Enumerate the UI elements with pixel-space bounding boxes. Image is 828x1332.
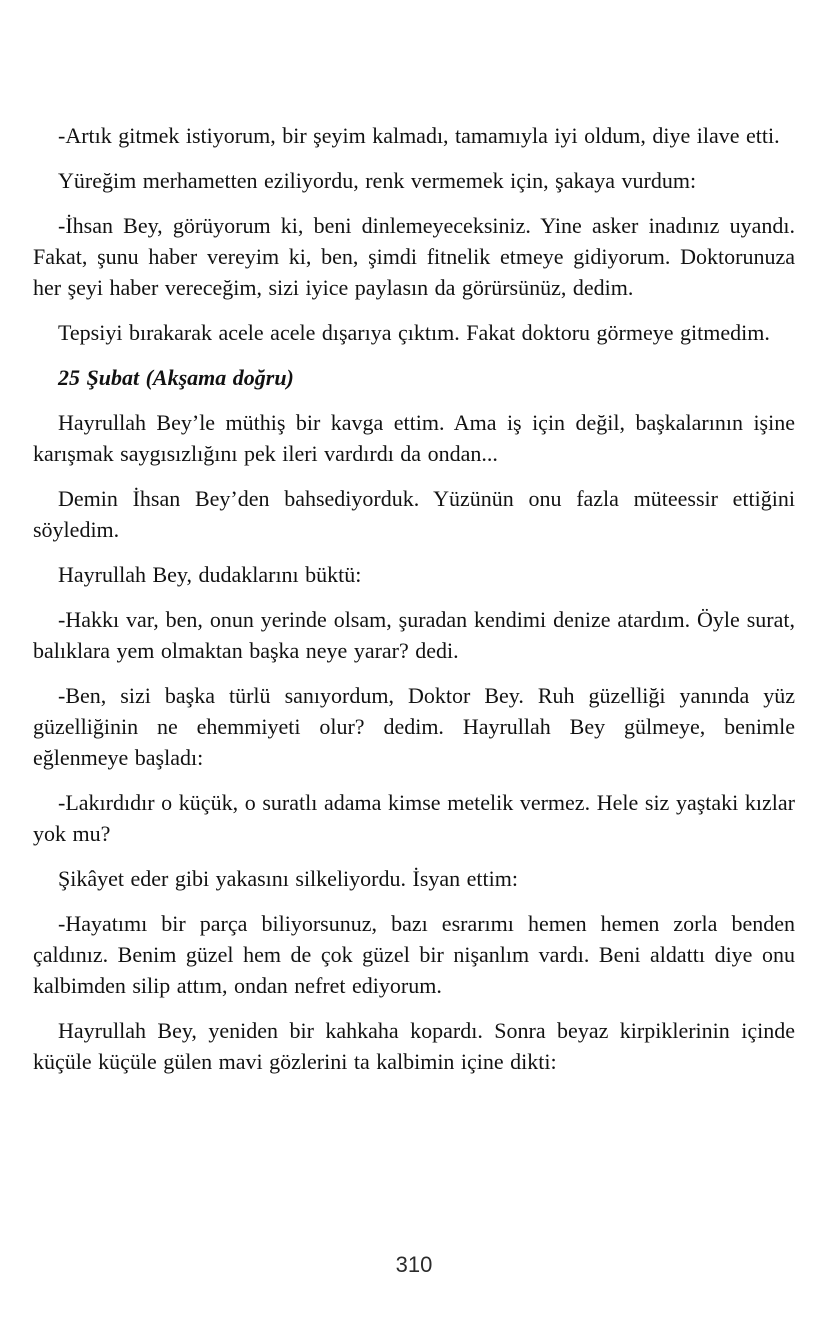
paragraph: Hayrullah Bey, yeniden bir kahkaha kopardı. Sonra beyaz kirpiklerinin içinde küçüle küçüle gülen mavi gözlerini ta kalbimin içine dikti: xyxy=(33,1018,795,1074)
paragraph: Hayrullah Bey, dudaklarını büktü: xyxy=(58,562,362,587)
paragraph: Yüreğim merhametten eziliyordu, renk vermemek için, şakaya vurdum: xyxy=(58,168,697,193)
paragraph: -İhsan Bey, görüyorum ki, beni dinlemeyeceksiniz. Yine asker inadınız uyandı. Fakat, şunu haber vereyim ki, ben, şimdi fitnelik etmeye gidiyorum. Doktorunuza her şeyi haber vereceğim, sizi iyice paylasın da görürsünüz, dedim. xyxy=(33,213,795,300)
paragraph: -Hayatımı bir parça biliyorsunuz, bazı esrarımı hemen hemen zorla benden çaldınız. Benim güzel hem de çok güzel bir nişanlım vardı. Beni aldattı diye onu kalbimden silip attım, ondan nefret ediyorum. xyxy=(33,911,795,998)
paragraph: Tepsiyi bırakarak acele acele dışarıya çıktım. Fakat doktoru görmeye gitmedim. xyxy=(58,320,770,345)
paragraph: -Ben, sizi başka türlü sanıyordum, Doktor Bey. Ruh güzelliği yanında yüz güzelliğinin ne ehemmiyeti olur? dedim. Hayrullah Bey gülmeye, benimle eğlenmeye başladı: xyxy=(33,683,795,770)
section-heading: 25 Şubat (Akşama doğru) xyxy=(58,365,294,390)
paragraph: -Artık gitmek istiyorum, bir şeyim kalmadı, tamamıyla iyi oldum, diye ilave etti. xyxy=(58,123,780,148)
paragraph: Hayrullah Bey’le müthiş bir kavga ettim. Ama iş için değil, başkalarının işine karışmak saygısızlığını pek ileri vardırdı da ondan... xyxy=(33,410,795,466)
paragraph: Demin İhsan Bey’den bahsediyorduk. Yüzünün onu fazla müteessir ettiğini söyledim. xyxy=(33,486,795,542)
paragraph: Şikâyet eder gibi yakasını silkeliyordu. İsyan ettim: xyxy=(58,866,518,891)
paragraph: -Hakkı var, ben, onun yerinde olsam, şuradan kendimi denize atardım. Öyle surat, balıklara yem olmaktan başka neye yarar? dedi. xyxy=(33,607,795,663)
paragraph: -Lakırdıdır o küçük, o suratlı adama kimse metelik vermez. Hele siz yaştaki kızlar yok mu? xyxy=(33,790,795,846)
page-number: 310 xyxy=(395,1252,433,1277)
